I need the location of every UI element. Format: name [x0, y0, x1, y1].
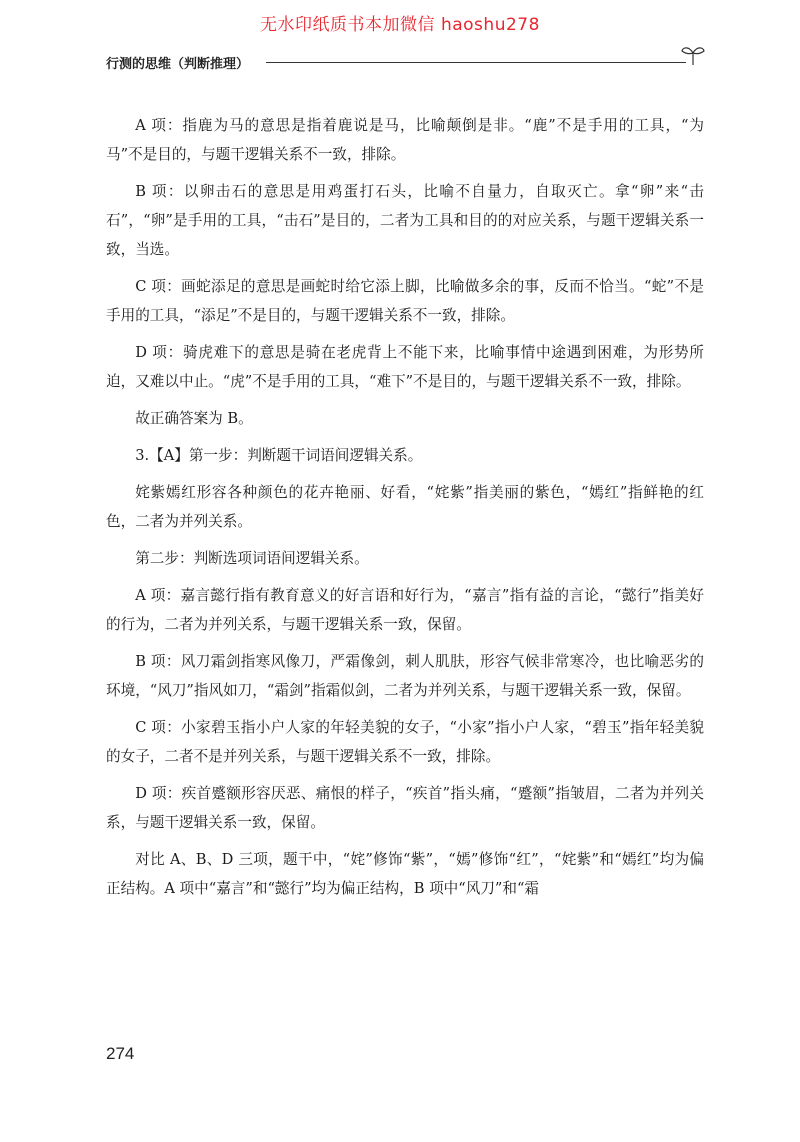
paragraph-option-a-2: A 项：嘉言懿行指有教育意义的好言语和好行为，“嘉言”指有益的言论，“懿行”指美好的行为，二者为并列关系，与题干逻辑关系一致，保留。 — [106, 587, 704, 633]
paragraph-option-d-1: D 项：骑虎难下的意思是骑在老虎背上不能下来，比喻事情中途遇到困难，为形势所迫，又难以中止。“虎”不是手用的工具，“难下”不是目的，与题干逻辑关系不一致，排除。 — [106, 344, 704, 390]
header-title: 行测的思维（判断推理） — [106, 57, 250, 72]
paragraph-comparison: 对比 A、B、D 三项，题干中，“姹”修饰“紫”，“嫣”修饰“红”，“姹紫”和“嫣红”均为偏正结构。A 项中“嘉言”和“懿行”均为偏正结构，B 项中“风刀”和“霜 — [106, 851, 704, 897]
body-text — [106, 111, 704, 911]
paragraph-option-b-1: B 项：以卵击石的意思是用鸡蛋打石头，比喻不自量力，自取灭亡。拿“卵”来“击石”，“卵”是手用的工具，“击石”是目的，二者为工具和目的的对应关系，与题干逻辑关系一致，当选。 — [106, 183, 704, 258]
paragraph-answer: 故正确答案为 B。 — [135, 410, 253, 427]
paragraph-option-d-2: D 项：疾首蹙额形容厌恶、痛恨的样子，“疾首”指头痛，“蹙额”指皱眉，二者为并列关系，与题干逻辑关系一致，保留。 — [106, 785, 704, 831]
paragraph-option-c-1: C 项：画蛇添足的意思是画蛇时给它添上脚，比喻做多余的事，反而不恰当。“蛇”不是手用的工具，“添足”不是目的，与题干逻辑关系不一致，排除。 — [106, 278, 704, 324]
paragraph-option-b-2: B 项：风刀霜剑指寒风像刀，严霜像剑，刺人肌肤，形容气候非常寒冷，也比喻恶劣的环境，“风刀”指风如刀，“霜剑”指霜似剑，二者为并列关系，与题干逻辑关系一致，保留。 — [106, 653, 704, 699]
paragraph-option-c-2: C 项：小家碧玉指小户人家的年轻美貌的女子，“小家”指小户人家，“碧玉”指年轻美貌的女子，二者不是并列关系，与题干逻辑关系不一致，排除。 — [106, 719, 704, 765]
paragraph-stem-analysis: 姹紫嫣红形容各种颜色的花卉艳丽、好看，“姹紫”指美丽的紫色，“嫣红”指鲜艳的红色，二者为并列关系。 — [106, 484, 704, 530]
paragraph-option-a-1: A 项：指鹿为马的意思是指着鹿说是马，比喻颠倒是非。“鹿”不是手用的工具，“为马”不是目的，与题干逻辑关系不一致，排除。 — [106, 117, 704, 163]
running-header — [106, 51, 706, 75]
sprout-icon — [680, 43, 706, 67]
page-number: 274 — [106, 1044, 135, 1063]
watermark-text: 无水印纸质书本加微信 haoshu278 — [260, 15, 540, 35]
paragraph-step-2: 第二步：判断选项词语间逻辑关系。 — [135, 550, 369, 567]
paragraph-question-3-step-1: 3.【A】第一步：判断题干词语间逻辑关系。 — [135, 447, 423, 464]
header-rule — [266, 62, 686, 63]
